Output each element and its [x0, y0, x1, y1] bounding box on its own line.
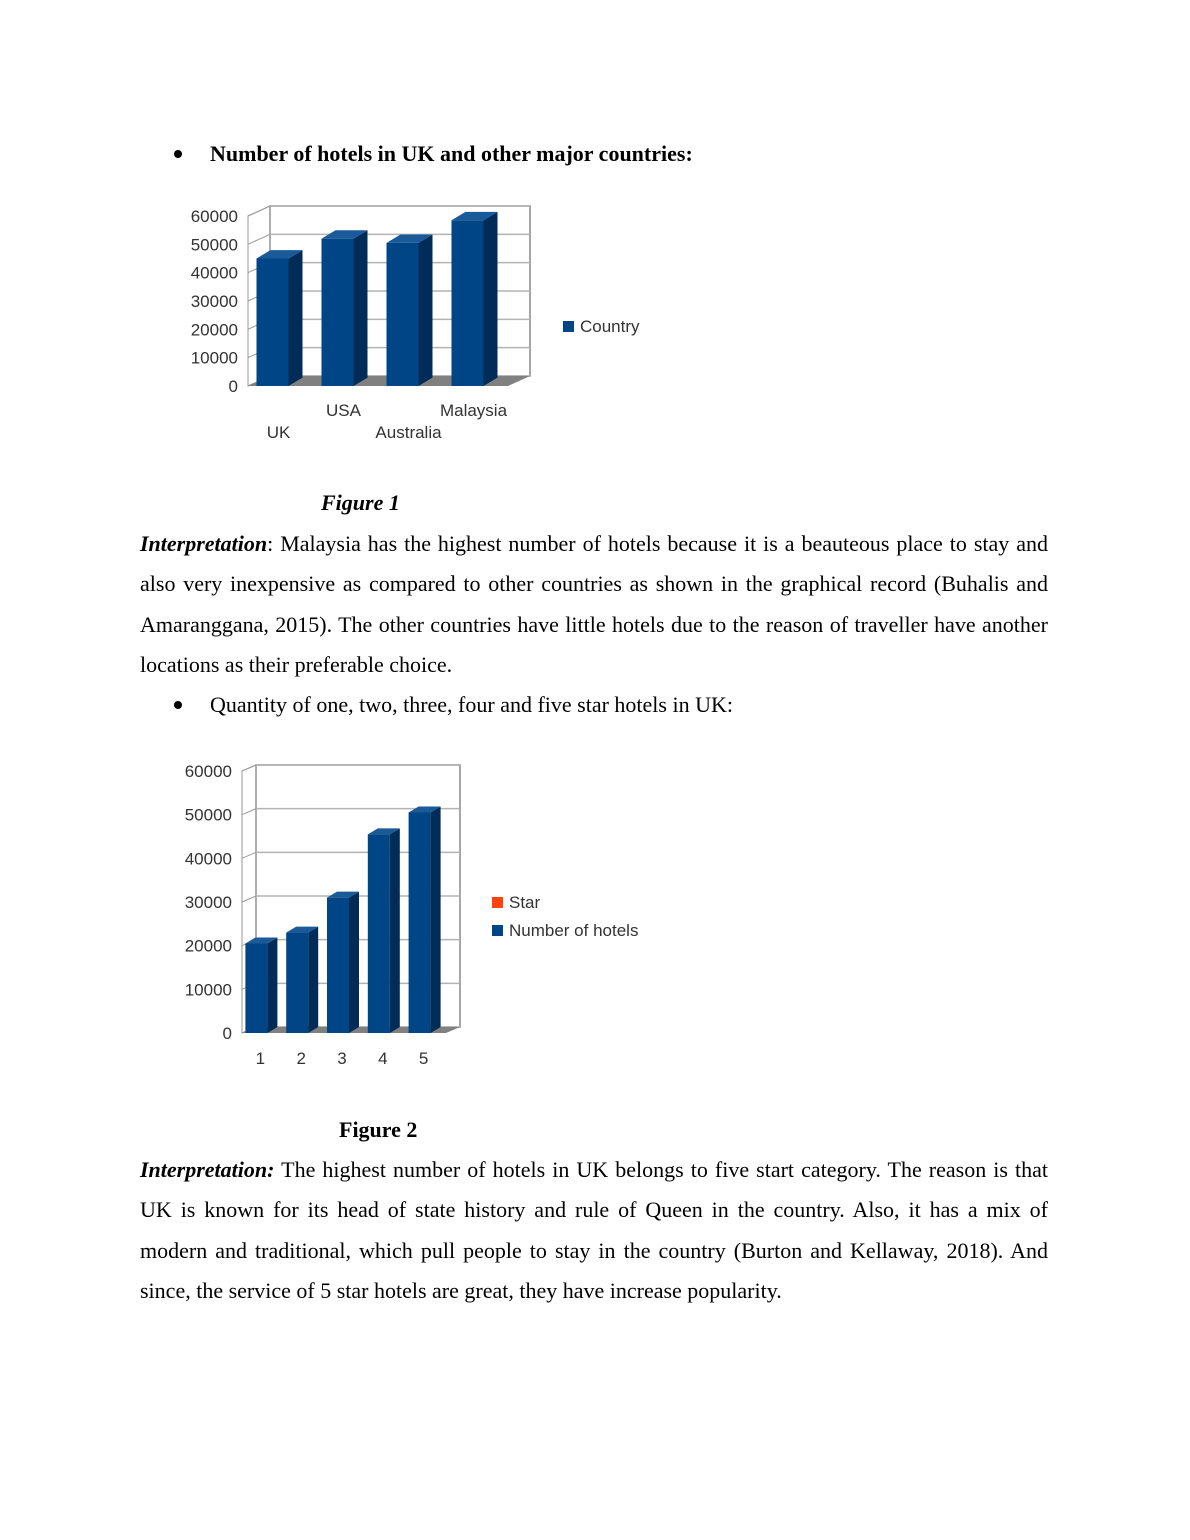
y-tick-label: 50000	[184, 805, 232, 825]
bar-side	[308, 927, 318, 1033]
legend-swatch	[563, 321, 574, 332]
bar	[257, 259, 289, 387]
interpretation-text: : Malaysia has the highest number of hotels because it is a beauteous place to stay and also very inexpensive as compared to other countries as shown in the graphical record (Buhalis and Amaranggana, 2015). The other countries have little hotels due to the reason of traveller have another locations as their preferable choice.	[140, 531, 1048, 677]
bar-side	[484, 212, 498, 386]
y-tick-label: 10000	[184, 980, 232, 1000]
x-tick-label: 3	[337, 1049, 347, 1068]
chart-1-svg	[170, 196, 670, 456]
interpretation-lead: Interpretation:	[140, 1157, 275, 1182]
y-tick-label: 20000	[184, 936, 232, 956]
bar	[452, 220, 484, 386]
legend-label: Number of hotels	[509, 921, 639, 940]
x-tick-label: 4	[378, 1049, 388, 1068]
interpretation-paragraph-1	[140, 524, 1048, 685]
bar-side	[349, 892, 359, 1033]
y-tick-label: 50000	[190, 235, 238, 255]
legend-swatch	[492, 925, 503, 936]
x-tick-label: Australia	[375, 423, 442, 442]
legend-label: Country	[580, 317, 640, 336]
bullet-icon	[174, 150, 182, 158]
bar-side	[419, 235, 433, 386]
chart-gridline-side	[242, 896, 256, 902]
bar	[286, 933, 308, 1033]
bar-side	[390, 828, 400, 1033]
y-tick-label: 30000	[184, 893, 232, 912]
bar	[409, 812, 431, 1033]
bar-side	[267, 937, 277, 1033]
x-tick-label: 1	[255, 1049, 266, 1068]
bullet-heading: Number of hotels in UK and other major countries:	[210, 141, 693, 166]
x-tick-label: 5	[418, 1049, 429, 1068]
bullet-icon	[174, 701, 182, 709]
interpretation-lead: Interpretation	[140, 531, 268, 556]
y-tick-label: 20000	[190, 320, 238, 340]
chart-hotels-by-star	[170, 752, 670, 1082]
bar	[245, 943, 267, 1033]
bar-side	[289, 250, 303, 386]
figure-2-caption: Figure 2	[339, 1117, 418, 1142]
bar	[327, 898, 349, 1033]
y-tick-label: 60000	[184, 762, 232, 781]
chart-gridline-side	[248, 206, 270, 216]
bar	[322, 239, 354, 386]
chart-gridline-side	[248, 234, 270, 244]
bar-side	[354, 230, 368, 386]
interpretation-text: The highest number of hotels in UK belongs to five start category. The reason is that UK is known for its head of state history and rule of Queen in the country. Also, it has a mix of modern and traditional, which pull people to stay in the country (Burton and Kellaway, 2018). And since, the service of 5 star hotels are great, they have increase popularity.	[140, 1157, 1048, 1303]
x-tick-label: UK	[266, 423, 291, 442]
bar	[368, 834, 390, 1033]
bar	[387, 243, 419, 386]
chart-2-svg	[170, 752, 670, 1082]
y-tick-label: 30000	[190, 292, 238, 311]
y-tick-label: 60000	[190, 207, 238, 226]
y-tick-label: 0	[222, 1024, 232, 1043]
y-tick-label: 0	[228, 377, 238, 396]
bar-side	[431, 806, 441, 1033]
chart-gridline-side	[242, 852, 256, 858]
interpretation-paragraph-2	[140, 1150, 1048, 1311]
y-tick-label: 10000	[190, 348, 238, 368]
legend-swatch	[492, 897, 503, 908]
legend-label: Star	[509, 893, 541, 912]
x-tick-label: USA	[326, 401, 361, 420]
chart-hotels-by-country	[170, 196, 670, 456]
figure-1-caption: Figure 1	[321, 490, 400, 515]
y-tick-label: 40000	[190, 263, 238, 283]
chart-gridline-side	[242, 765, 256, 771]
bullet-heading: Quantity of one, two, three, four and five star hotels in UK:	[210, 692, 733, 717]
x-tick-label: Malaysia	[439, 401, 508, 420]
y-tick-label: 40000	[184, 849, 232, 869]
x-tick-label: 2	[296, 1049, 306, 1068]
chart-gridline-side	[242, 809, 256, 815]
